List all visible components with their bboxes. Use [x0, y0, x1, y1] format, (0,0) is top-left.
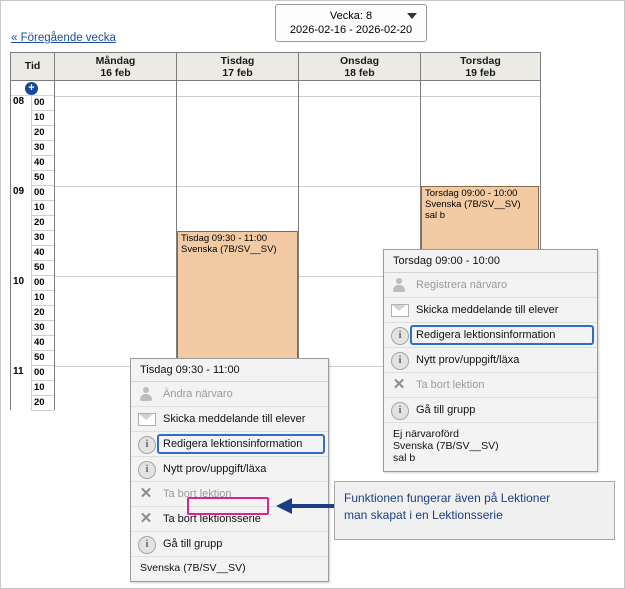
minute-cell: 30 — [31, 231, 54, 246]
menu-item-label: Gå till grupp — [416, 404, 476, 416]
day-date-onsdag: 18 feb — [344, 67, 375, 79]
context-menu-footer-torsdag — [384, 423, 597, 471]
menu-item-ga-till-grupp-tisdag[interactable] — [131, 532, 328, 557]
menu-item-andra-narvaro[interactable] — [131, 382, 328, 407]
day-name-onsdag: Onsdag — [339, 55, 380, 67]
info-icon: i — [391, 352, 409, 370]
minute-cell: 30 — [31, 141, 54, 156]
day-name-torsdag: Torsdag — [460, 55, 501, 67]
week-selector[interactable] — [275, 4, 427, 42]
minute-cell: 50 — [31, 171, 54, 186]
info-icon: i — [138, 461, 156, 479]
minute-cell: 20 — [31, 306, 54, 321]
lesson-time-torsdag: Torsdag 09:00 - 10:00 — [425, 188, 518, 199]
minute-cell: 10 — [31, 381, 54, 396]
menu-item-label: Nytt prov/uppgift/läxa — [163, 463, 267, 475]
context-menu-tisdag — [130, 358, 329, 582]
info-icon: i — [391, 327, 409, 345]
menu-item-label: Skicka meddelande till elever — [163, 413, 306, 425]
day-date-tisdag: 17 feb — [222, 67, 253, 79]
menu-item-nytt-prov[interactable] — [384, 348, 597, 373]
close-icon: ✕ — [139, 510, 153, 527]
context-menu-title-tisdag: Tisdag 09:30 - 11:00 — [131, 359, 328, 382]
menu-item-redigera-lektionsinformation-tisdag[interactable] — [131, 432, 328, 457]
minute-cell: 20 — [31, 396, 54, 411]
menu-item-ga-till-grupp[interactable] — [384, 398, 597, 423]
minute-cell: 00 — [31, 366, 54, 381]
minute-cell: 20 — [31, 126, 54, 141]
annotation-arrow-icon — [274, 497, 338, 515]
info-icon: i — [138, 536, 156, 554]
menu-item-skicka-meddelande-tisdag[interactable] — [131, 407, 328, 432]
minute-cell: 10 — [31, 291, 54, 306]
day-date-torsdag: 19 feb — [465, 67, 496, 79]
footer-course-tisdag: Svenska (7B/SV__SV) — [140, 562, 246, 574]
hour-block-11 — [11, 366, 54, 410]
close-icon: ✕ — [392, 376, 406, 393]
footer-room: sal b — [393, 452, 416, 464]
minute-cell: 10 — [31, 201, 54, 216]
minute-cell: 00 — [31, 276, 54, 291]
day-header-onsdag — [299, 53, 421, 81]
day-header-mandag — [55, 53, 177, 81]
hour-label-10: 10 — [13, 276, 25, 287]
info-icon: i — [391, 402, 409, 420]
context-menu-title-torsdag: Torsdag 09:00 - 10:00 — [384, 250, 597, 273]
hour-label-11: 11 — [13, 366, 24, 377]
menu-item-label: Nytt prov/uppgift/läxa — [416, 354, 520, 366]
menu-item-label: Ta bort lektionsserie — [163, 513, 261, 525]
minute-cell: 00 — [31, 96, 54, 111]
minute-cell: 40 — [31, 336, 54, 351]
menu-item-label: Ta bort lektion — [416, 379, 485, 391]
hour-label-08: 08 — [13, 96, 25, 107]
hour-label-09: 09 — [13, 186, 25, 197]
menu-item-label: Redigera lektionsinformation — [416, 329, 556, 341]
minute-cell: 00 — [31, 186, 54, 201]
menu-item-skicka-meddelande[interactable] — [384, 298, 597, 323]
envelope-icon — [138, 413, 156, 426]
annotation-callout — [334, 481, 615, 540]
info-icon: i — [138, 436, 156, 454]
week-range-label: 2026-02-16 - 2026-02-20 — [289, 24, 413, 36]
menu-item-label: Redigera lektionsinformation — [163, 438, 303, 450]
add-lesson-row[interactable] — [11, 81, 54, 96]
calendar-header — [11, 53, 540, 81]
minute-cell: 50 — [31, 351, 54, 366]
minute-cell: 30 — [31, 321, 54, 336]
day-name-mandag: Måndag — [95, 55, 136, 67]
minute-cell: 10 — [31, 111, 54, 126]
person-icon — [391, 277, 407, 293]
time-column-header: Tid — [11, 53, 55, 81]
menu-item-nytt-prov-tisdag[interactable] — [131, 457, 328, 482]
menu-item-label: Ändra närvaro — [163, 388, 233, 400]
annotation-highlight-box — [187, 497, 269, 515]
lesson-room-torsdag: sal b — [425, 210, 446, 221]
menu-item-label: Skicka meddelande till elever — [416, 304, 559, 316]
menu-item-label: Ta bort lektion — [163, 488, 232, 500]
grid-clip-mask — [21, 450, 35, 460]
hour-block-10 — [11, 276, 54, 366]
footer-course: Svenska (7B/SV__SV) — [393, 440, 499, 452]
footer-attendance-status: Ej närvaroförd — [393, 428, 459, 440]
day-header-torsdag — [421, 53, 540, 81]
plus-icon[interactable]: + — [25, 82, 38, 95]
menu-item-registrera-narvaro[interactable] — [384, 273, 597, 298]
context-menu-torsdag — [383, 249, 598, 472]
hour-block-09 — [11, 186, 54, 276]
callout-line-2: man skapat i en Lektionsserie — [344, 508, 503, 522]
envelope-icon — [391, 304, 409, 317]
person-icon — [138, 386, 154, 402]
callout-line-1: Funktionen fungerar även på Lektioner — [344, 491, 551, 505]
menu-item-label: Gå till grupp — [163, 538, 223, 550]
lesson-time-tisdag: Tisdag 09:30 - 11:00 — [181, 233, 268, 244]
hour-block-08 — [11, 96, 54, 186]
day-date-mandag: 16 feb — [100, 67, 131, 79]
minute-cell: 50 — [31, 261, 54, 276]
lesson-course-tisdag: Svenska (7B/SV__SV) — [181, 244, 277, 255]
day-header-tisdag — [177, 53, 299, 81]
minute-cell: 40 — [31, 156, 54, 171]
week-number-label: Vecka: 8 — [329, 10, 373, 22]
menu-item-label: Registrera närvaro — [416, 279, 508, 291]
lesson-block-tisdag[interactable] — [177, 231, 298, 366]
minute-cell: 20 — [31, 216, 54, 231]
lesson-course-torsdag: Svenska (7B/SV__SV) — [425, 199, 521, 210]
time-column — [11, 81, 55, 410]
day-name-tisdag: Tisdag — [220, 55, 255, 67]
close-icon: ✕ — [139, 485, 153, 502]
menu-item-ta-bort-lektion[interactable] — [384, 373, 597, 398]
context-menu-footer-tisdag — [131, 557, 328, 581]
menu-item-redigera-lektionsinformation[interactable] — [384, 323, 597, 348]
minute-cell: 40 — [31, 246, 54, 261]
chevron-down-icon[interactable] — [407, 13, 417, 19]
previous-week-link[interactable]: « Föregående vecka — [11, 32, 116, 44]
